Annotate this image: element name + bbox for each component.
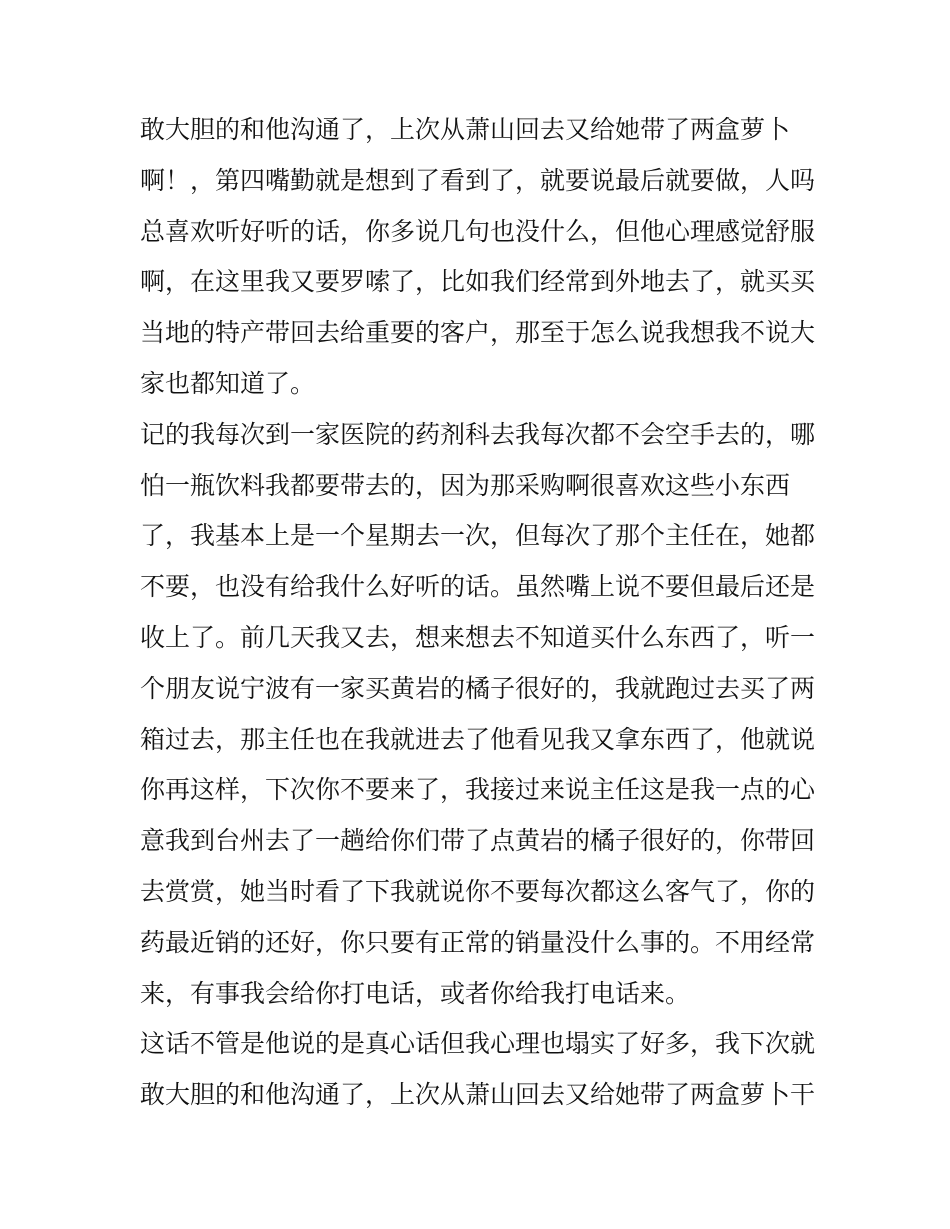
text-line: 啊！，第四嘴勤就是想到了看到了，就要说最后就要做，人吗 (140, 165, 816, 195)
text-line: 意我到台州去了一趟给你们带了点黄岩的橘子很好的，你带回 (140, 826, 816, 856)
body-text (140, 105, 830, 1121)
text-line: 了，我基本上是一个星期去一次，但每次了那个主任在，她都 (140, 521, 816, 551)
text-line: 个朋友说宁波有一家买黄岩的橘子很好的，我就跑过去买了两 (140, 673, 816, 703)
text-line: 收上了。前几天我又去，想来想去不知道买什么东西了，听一 (140, 622, 816, 652)
text-line: 怕一瓶饮料我都要带去的，因为那采购啊很喜欢这些小东西 (140, 470, 791, 500)
text-line: 药最近销的还好，你只要有正常的销量没什么事的。不用经常 (140, 927, 816, 957)
text-line: 当地的特产带回去给重要的客户，那至于怎么说我想我不说大 (140, 318, 816, 348)
text-line: 记的我每次到一家医院的药剂科去我每次都不会空手去的，哪 (140, 419, 816, 449)
text-line: 不要，也没有给我什么好听的话。虽然嘴上说不要但最后还是 (140, 572, 816, 602)
text-line: 这话不管是他说的是真心话但我心理也塌实了好多，我下次就 (140, 1029, 816, 1059)
text-line: 啊，在这里我又要罗嗦了，比如我们经常到外地去了，就买买 (140, 267, 816, 297)
text-line: 箱过去，那主任也在我就进去了他看见我又拿东西了，他就说 (140, 724, 816, 754)
text-line: 敢大胆的和他沟通了，上次从萧山回去又给她带了两盒萝卜 (140, 115, 791, 144)
text-line: 来，有事我会给你打电话，或者你给我打电话来。 (140, 978, 691, 1008)
text-line: 去赏赏，她当时看了下我就说你不要每次都这么客气了，你的 (140, 876, 816, 906)
text-line: 家也都知道了。 (140, 368, 316, 398)
text-line: 敢大胆的和他沟通了，上次从萧山回去又给她带了两盒萝卜干 (140, 1080, 816, 1110)
text-line: 你再这样，下次你不要来了，我接过来说主任这是我一点的心 (140, 775, 816, 805)
text-line: 总喜欢听好听的话，你多说几句也没什么，但他心理感觉舒服 (140, 216, 816, 246)
